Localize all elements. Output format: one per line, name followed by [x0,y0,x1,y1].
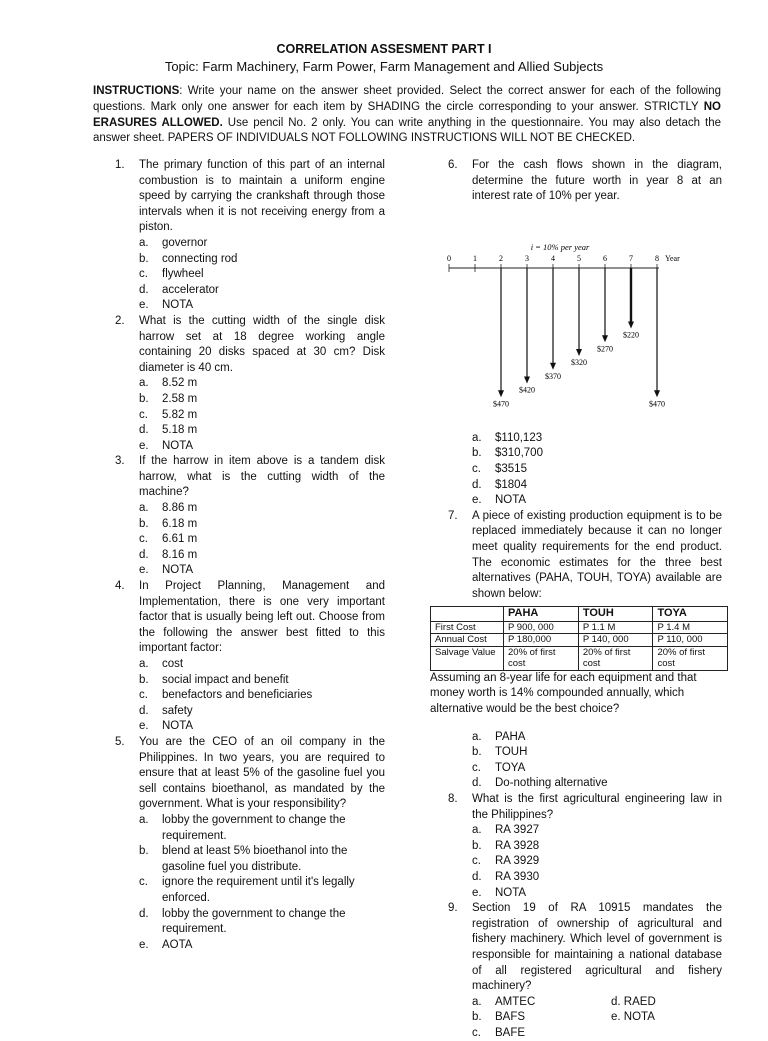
cash-flow-label: $220 [623,330,639,340]
option[interactable] [115,408,385,424]
option-text: AMTEC [495,995,536,1008]
option[interactable] [115,392,385,408]
option[interactable] [115,875,385,906]
question-7 [448,509,722,603]
option-letter: d. [139,283,149,296]
option-text: $310,700 [495,447,543,460]
table-cell: P 1.1 M [578,621,653,634]
question-number: 1. [115,159,125,171]
option-letter: a. [472,995,482,1008]
instructions-bold: NO ERASURES ALLOWED. [93,100,721,129]
question-6 [448,158,722,205]
option-letter: a. [472,431,482,444]
table-header-row [431,607,728,622]
option-text: RA 3928 [495,839,540,852]
option[interactable] [115,376,385,392]
option-letter: b. [139,392,149,405]
option-letter: c. [472,462,481,475]
question-stem: What is the first agricultural engineering law in the Philippines? [472,792,722,821]
right-column [430,158,722,1041]
option[interactable] [448,886,722,902]
option[interactable] [448,431,722,447]
option-letter: b. [139,517,149,530]
option-text: cost [162,658,184,670]
option[interactable] [115,657,385,673]
option-letter: e. [139,439,149,452]
option-text: $1804 [495,478,527,491]
option-text: lobby the government to change the requirement. [162,813,346,842]
option-letter: e. [139,564,149,577]
option[interactable] [115,563,385,579]
option[interactable] [115,532,385,548]
option-text: NOTA [162,299,194,312]
option-letter: a. [472,824,482,837]
year-label: 2 [499,253,503,263]
question-2 [115,314,385,376]
option-letter: c. [139,268,148,281]
option-text: flywheel [162,268,204,281]
cash-flow-label: $270 [597,344,613,354]
option-letter: e. [472,494,482,507]
option-text: NOTA [495,886,527,899]
year-label: 8 [655,253,659,263]
question-stem: For the cash flows shown in the diagram, determine the future worth in year 8 at an interest rate of 10% per year. [472,159,722,203]
option[interactable] [115,548,385,564]
option-letter: b. [472,1011,482,1024]
option-letter: d. [472,478,482,491]
option-text: NOTA [162,439,194,452]
option-letter: b. [139,252,149,265]
question-number: 8. [448,792,458,805]
option[interactable] [115,517,385,533]
question-stem: The primary function of this part of an internal combustion is to maintain a uniform engine speed by carrying the crankshaft through those intervals when it is not receiving energy from a piston. [139,159,385,234]
option-text: $110,123 [495,431,543,444]
table-cell: Salvage Value [431,646,504,670]
option-text: 2.58 m [162,392,198,405]
table-cell: 20% of first cost [578,646,653,670]
option-letter: d. [472,870,482,883]
option-text: RAED [623,995,656,1008]
option[interactable] [448,478,722,494]
option-letter: e. [472,886,482,899]
question-stem: You are the CEO of an oil company in the Philippines. In two years, you are required to ensure that at least 5% of the gasoline fuel you sell contains bioethanol, as mandated by the government. What is your responsibility? [139,735,385,811]
year-label: 1 [473,253,477,263]
table-cell: First Cost [431,621,504,634]
cash-flow-arrowhead [498,390,504,397]
option-letter: b. [139,673,149,686]
table-header [431,607,504,622]
cash-flow-label: $420 [519,385,535,395]
question-number: 5. [115,735,125,748]
option[interactable] [448,446,722,462]
option-text: PAHA [495,730,526,743]
cash-flow-diagram [430,209,704,427]
table-cell: P 900, 000 [504,621,579,634]
instructions-text-2: Use pencil No. 2 only. You can write anything in the questionnaire. You may also detach the answer sheet. PAPERS OF INDIVIDUALS NOT FOLLOWING INSTRUCTIONS WILL NOT BE CHECKED. [93,116,722,145]
option[interactable] [115,283,385,299]
question-4 [115,579,385,657]
option-letter: a. [139,813,149,826]
option-text: RA 3929 [495,855,540,868]
question-number: 7. [448,509,458,522]
option[interactable] [115,688,385,704]
cash-flow-label: $320 [571,357,587,367]
option[interactable] [472,995,611,1011]
table-row [431,621,728,634]
option-text: 8.52 m [162,377,198,390]
alternatives-table [430,606,728,671]
cash-flow-arrowhead [576,349,582,356]
option-text: TOYA [495,761,526,774]
cash-flow-arrowhead [550,363,556,370]
instructions-text-1: : Write your name on the answer sheet provided. Select the correct answer for each of the following questions. Mark only one answer for each item by SHADING the circle corresponding to your answer. STRICTLY [93,85,721,113]
option-letter: d. [472,777,482,790]
option-letter: b. [139,845,149,858]
cash-flow-arrowhead [628,321,634,328]
option[interactable] [115,813,385,844]
table-cell: P 140, 000 [578,634,653,647]
option[interactable] [448,730,722,746]
option-letter: c. [139,408,148,421]
cash-flow-arrowhead [524,376,530,383]
page-topic: Topic: Farm Machinery, Farm Power, Farm Management and Allied Subjects [164,59,604,74]
option-text: NOTA [495,494,527,507]
option-letter: d. [139,424,149,437]
year-label: 3 [525,253,529,263]
table-cell: 20% of first cost [504,646,579,670]
table-cell: Annual Cost [431,634,504,647]
option-letter: b. [472,746,482,759]
option-letter: c. [139,533,148,546]
cash-flow-label: $370 [545,371,561,381]
page-title: CORRELATION ASSESMENT PART I [276,42,492,56]
option-text: BAFS [495,1011,526,1024]
question-number: 9. [448,902,458,915]
option-letter: d. [139,704,149,717]
option-letter: a. [139,502,149,515]
option-letter: e. [139,938,149,951]
option-letter: a. [472,730,482,743]
option[interactable] [448,761,722,777]
option[interactable] [472,1026,611,1041]
option[interactable] [115,673,385,689]
option-letter: c. [139,689,148,702]
option-letter: e. [139,720,149,733]
table-cell: P 180,000 [504,634,579,647]
option[interactable] [448,823,722,839]
option-letter: c. [472,1026,481,1039]
option[interactable] [448,839,722,855]
table-cell: 20% of first cost [653,646,728,670]
option-text: RA 3927 [495,824,540,837]
option[interactable] [115,298,385,314]
option-text: 6.61 m [162,533,198,546]
year-label: 0 [447,253,451,263]
option[interactable] [448,870,722,886]
option[interactable] [115,267,385,283]
question-stem: If the harrow in item above is a tandem disk harrow, what is the cutting width of the machine? [139,455,385,499]
instructions [93,84,721,147]
option-letter: c. [472,761,481,774]
question-number: 4. [115,580,125,593]
option[interactable] [115,907,385,938]
cash-flow-label: $470 [493,399,509,409]
table-header: TOUH [578,607,653,622]
cash-flow-arrowhead [602,335,608,342]
option-letter: c. [472,855,481,868]
table-header: PAHA [504,607,579,622]
option[interactable] [611,995,656,1011]
option[interactable] [115,501,385,517]
option-letter: d. [611,995,621,1008]
question-5 [115,735,385,813]
option-letter: d. [139,907,149,920]
option-text: connecting rod [162,252,238,265]
question-number: 2. [115,314,125,327]
option-text: 6.18 m [162,517,198,530]
option-letter: a. [139,377,149,390]
year-label: 4 [551,253,555,263]
option-text: 8.16 m [162,548,198,561]
year-label: 5 [577,253,581,263]
interest-rate-label: i = 10% per year [530,241,590,252]
table-cell: P 110, 000 [653,634,728,647]
option-letter: b. [472,839,482,852]
option-letter: b. [472,447,482,460]
table-row [431,646,728,670]
option[interactable] [115,844,385,875]
instructions-label: INSTRUCTIONS [93,85,180,97]
option-text: 5.82 m [162,408,198,421]
option-row [448,995,722,1011]
option[interactable] [115,938,385,954]
option[interactable] [115,236,385,252]
cash-flow-label: $470 [649,399,665,409]
option-text: AOTA [162,938,193,951]
option-text: NOTA [162,564,194,577]
option-letter: e. [139,299,149,312]
question-stem: A piece of existing production equipment is to be replaced immediately because it can no longer meet quality requirements for the end product. The economic estimates for the three best alternatives (PAHA, TOUH, TOYA) available are shown below: [472,509,722,600]
option[interactable] [115,704,385,720]
option[interactable] [115,252,385,268]
option-letter: a. [139,658,149,670]
option-text: lobby the government to change the requirement. [162,907,346,936]
year-label: 7 [629,253,633,263]
option-text: 5.18 m [162,424,198,437]
question-number: 3. [115,455,125,468]
option[interactable] [115,719,385,735]
option-text: ignore the requirement until it's legally enforced. [162,876,355,904]
cash-flow-svg [430,209,704,427]
option[interactable] [448,776,722,792]
cash-flow-arrowhead [654,390,660,397]
question-stem: Section 19 of RA 10915 mandates the registration of ownership of agricultural and fishery machinery. Which level of government is responsible for maintaining a national database of all registered agricultural and fishery machinery? [472,902,722,993]
option[interactable] [448,462,722,478]
question-stem: In Project Planning, Management and Implementation, there is one very important factor that is usually being left out. Choose from the following the answer best fitted to this important factor: [139,580,385,655]
option-letter: a. [139,236,149,249]
option-text: benefactors and beneficiaries [162,689,313,702]
option-text: 8.86 m [162,502,198,515]
option-text: blend at least 5% bioethanol into the gasoline fuel you distribute. [162,845,348,873]
option-letter: e. [611,1011,621,1024]
option-text: social impact and benefit [162,673,289,686]
option-letter: c. [139,876,148,889]
question-7-followup: Assuming an 8-year life for each equipment and that money worth is 14% compounded annually, which alternative would be the best choice? [430,671,697,715]
year-axis-label: Year [665,253,680,263]
option[interactable] [448,745,722,761]
option-text: accelerator [162,283,219,296]
option-letter: d. [139,548,149,561]
table-header: TOYA [653,607,728,622]
left-column [115,158,385,953]
option-text: NOTA [623,1011,655,1024]
option-text: governor [162,236,208,249]
question-stem: What is the cutting width of the single disk harrow set at 18 degree working angle containing 20 disks spaced at 30 cm? Disk diameter is 40 cm. [139,314,385,374]
option-text: $3515 [495,462,527,475]
option[interactable] [448,493,722,509]
question-3 [115,454,385,501]
option-text: RA 3930 [495,870,540,883]
table-row [431,634,728,647]
option-row [448,1026,722,1041]
question-number: 6. [448,159,458,171]
year-label: 6 [603,253,607,263]
question-9 [448,901,722,995]
option-text: BAFE [495,1026,526,1039]
option[interactable] [115,439,385,455]
option[interactable] [448,854,722,870]
option-text: NOTA [162,720,194,733]
option-text: Do-nothing alternative [495,777,608,790]
option-text: safety [162,704,193,717]
question-8 [448,792,722,823]
table-cell: P 1.4 M [653,621,728,634]
option-text: TOUH [495,746,528,759]
option[interactable] [115,423,385,439]
question-1 [115,158,385,236]
